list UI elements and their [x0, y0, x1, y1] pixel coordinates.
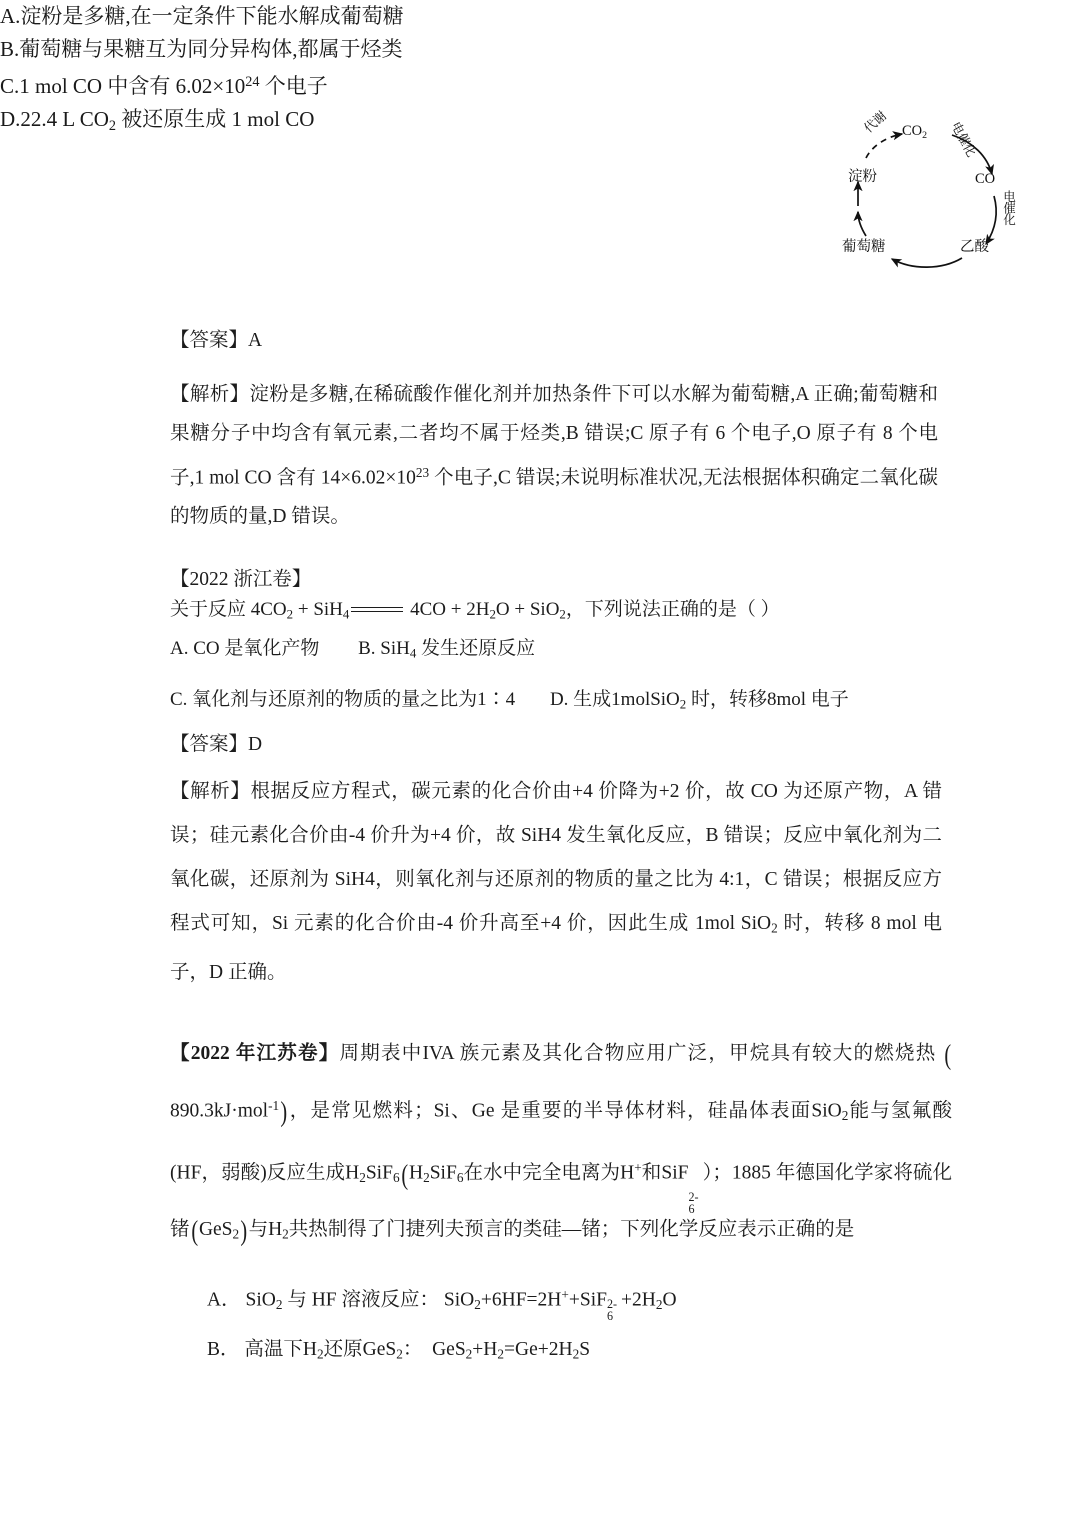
question2-option-c: C. 氧化剂与还原剂的物质的量之比为1∶4: [170, 689, 516, 710]
enthalpy-exponent: -1: [268, 1098, 280, 1113]
analysis-exponent: 23: [415, 465, 430, 480]
analysis-label: 【解析】: [170, 384, 250, 405]
question3-seg-4: 在水中完全电离为H: [463, 1162, 635, 1184]
analysis-body-2: 个电子,C 错误;未说明标准状况,无法根据体积确定二氧化碳的物质的量,D 错误。: [170, 467, 938, 528]
enthalpy-value: 890.3kJ: [170, 1100, 232, 1122]
diagram-node-glucose: 葡萄糖: [842, 239, 886, 255]
analysis-label: 【解析】: [170, 781, 251, 802]
diagram-condition-electrocatalysis-2: 电催化: [1001, 190, 1016, 225]
question3-stem: 【2022 年江苏卷】周期表中IVA 族元素及其化合物应用广泛，甲烷具有较大的燃烧热 (890.3kJ·mol$^{-1}$)，是常见燃料；Si、Ge 是重要的半导体材料，硅晶体表面SiO$_2$能与氢氟酸(HF，弱酸)反应生成$H_2SiF_6(H_2SiF_6$在水中完全电离为H+和SiF 2- 6 ）；1885 年德国化学家将硫化锗(GeS$_2$)与$H_2$共热制得了门捷列夫预言的类硅—锗；下列化学反应表示正确的是: [170, 1040, 952, 1248]
analysis-body-1: 淀粉是多糖,在稀硫酸作催化剂并加热条件下可以水解为葡萄糖,A 正确;葡萄糖和果糖分子中均含有氧元素,二者均不属于烃类,B 错误;C 原子有 6 个电子,O 原子有 8 个电子,1 mol CO 含有 14×6.02×10: [170, 384, 938, 489]
diagram-node-co2: $CO_2$: [902, 123, 928, 141]
arrow-co-to-acetic-acid: [986, 196, 996, 244]
answer-label: 【答案】: [170, 330, 249, 351]
reaction-arrow-icon: [349, 601, 405, 620]
question2-answer-line: [170, 735, 262, 755]
arrow-starch-to-co2: [866, 134, 902, 158]
question3-option-a: A． SiO$_2$ 与 HF 溶液反应： SiO$_2$+6HF=2H++SiF 2- 6 $+2H_2O$: [207, 1287, 677, 1324]
question3-seg-1: 周期表中IVA 族元素及其化合物应用广泛，甲烷具有较大的燃烧热: [339, 1043, 937, 1064]
question3-seg-2: ，是常见燃料；Si、Ge 是重要的半导体材料，硅晶体表面SiO: [288, 1100, 842, 1122]
analysis-subscript: 2: [771, 920, 778, 936]
question3-seg-3: 能与氢氟酸(HF，弱酸)反应生成H: [170, 1100, 952, 1184]
diagram-node-co: CO: [975, 171, 996, 187]
answer-value: A: [248, 330, 263, 351]
question2-option-a: A. CO 是氧化产物: [170, 638, 320, 659]
question1-option-d: D.22.4 L $CO_2$ 被还原生成 1 mol CO: [0, 106, 315, 134]
question2-source: 【2022 浙江卷】: [170, 569, 312, 590]
enthalpy-unit: mol: [237, 1100, 269, 1122]
question1-answer-line: [170, 331, 262, 351]
diagram-condition-metabolism: 代谢: [861, 108, 890, 136]
question3-source: 【2022 年江苏卷】: [170, 1043, 340, 1064]
question3-option-b: B． 高温下$H_2$还原GeS$_2$： $GeS_2+H_2=Ge+2H_2S$: [207, 1339, 591, 1362]
carbon-cycle-diagram: [842, 108, 1022, 278]
question3-seg-8: 共热制得了门捷列夫预言的类硅—锗；下列化学反应表示正确的是: [288, 1219, 855, 1241]
question3-seg-5: 和SiF: [641, 1162, 689, 1184]
question2-option-b: B. SiH$_4$ 发生还原反应: [358, 638, 536, 661]
question3-seg-7: 与H: [248, 1219, 283, 1241]
question2-stem: 关于反应 $4CO_2 + SiH_4$ $4CO + 2H_2O + SiO_2$，下列说法正确的是（ ）: [170, 599, 780, 622]
diagram-node-starch: 淀粉: [848, 169, 877, 185]
question1-option-c: C.1 mol CO 中含有 $6.02\times 10^{24}$ 个电子: [0, 73, 328, 98]
answer-label: 【答案】: [170, 734, 249, 755]
arrow-glucose-to-starch-lower: [858, 212, 866, 236]
question2-options-ab: [170, 639, 535, 661]
analysis-body-tail: 时，转移 8 mol 电子，D 正确。: [170, 913, 943, 983]
question2-analysis: [170, 770, 942, 995]
question1-option-a: A.淀粉是多糖,在一定条件下能水解成葡萄糖: [0, 4, 404, 28]
question1-option-b: B.葡萄糖与果糖互为同分异构体,都属于烃类: [0, 37, 403, 61]
question3-seg-6: ）；1885 年德国化学家将硫化锗: [170, 1162, 952, 1241]
arrow-acetic-acid-to-glucose: [892, 258, 962, 267]
question2-options-cd: [170, 690, 849, 712]
diagram-condition-electrocatalysis-1: 电催化: [948, 119, 979, 160]
diagram-node-acetic-acid: 乙酸: [960, 239, 989, 255]
question1-analysis: [170, 375, 938, 536]
answer-value: D: [248, 734, 263, 755]
question2-option-d: D. 生成1molSiO$_2$ 时，转移8mol 电子: [549, 689, 849, 712]
analysis-body: 根据反应方程式，碳元素的化合价由+4 价降为+2 价，故 CO 为还原产物，A 错误；硅元素化合价由-4 价升为+4 价，故 SiH4 发生氧化反应，B 错误；反应中氧化剂为二氧化碳，还原剂为 SiH4，则氧化剂与还原剂的物质的量之比为 4:1，C 错误；根据反应方程式可知，Si 元素的化合价由-4 价升高至+4 价，因此生成 1mol SiO: [170, 781, 942, 934]
